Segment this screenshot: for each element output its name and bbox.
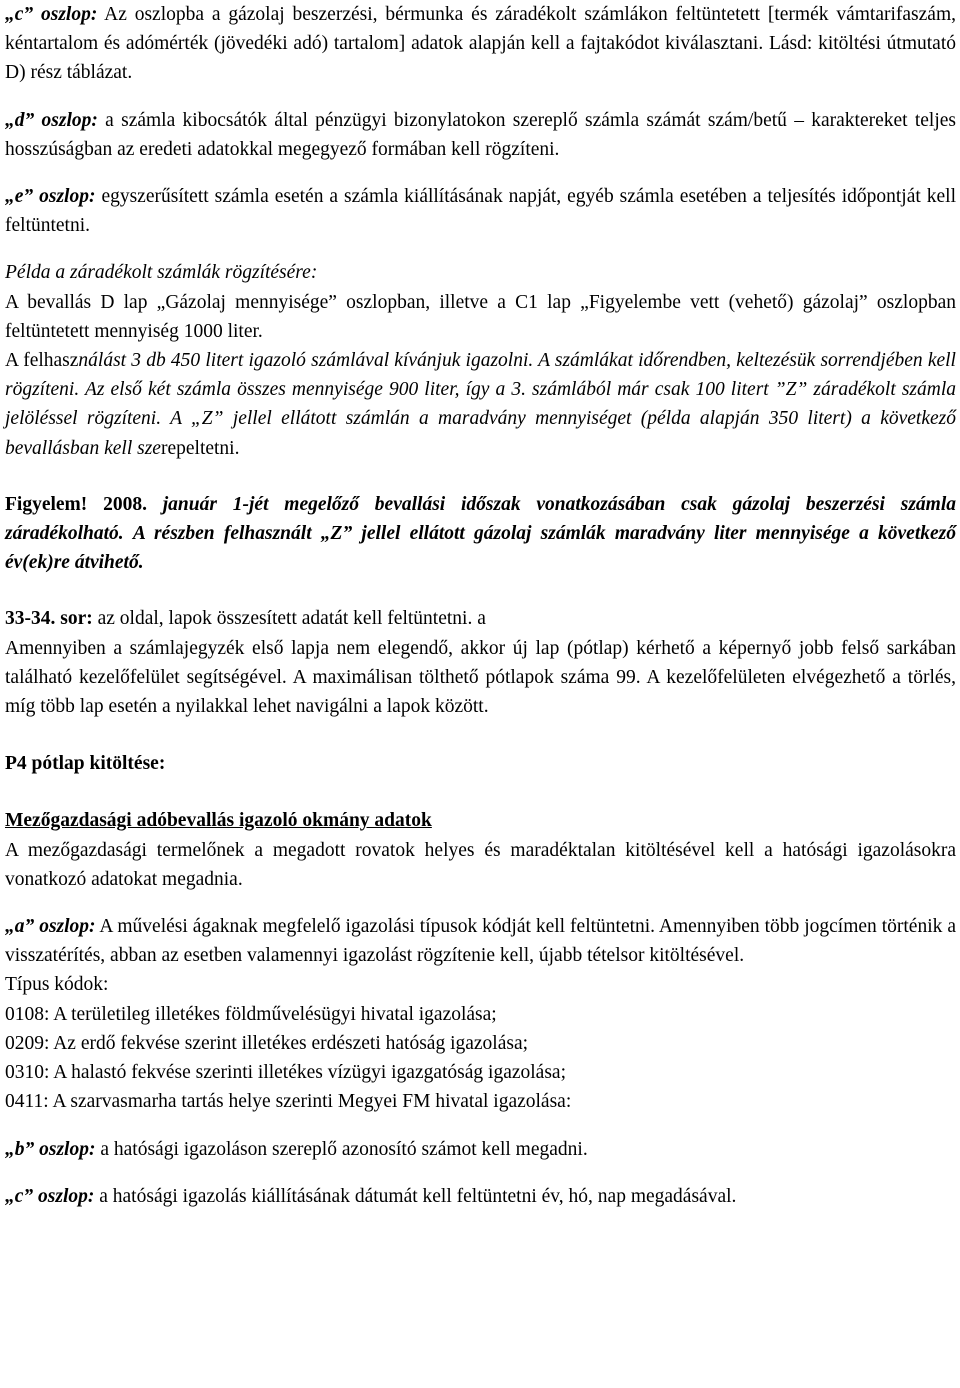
example-p2-end: repeltetni. bbox=[160, 437, 240, 459]
example-p2-italic: nálást 3 db 450 litert igazoló számlával kívánjuk igazolni. A számlákat időrendben, keltezésük sorrendjében kell rögzíteni. Az első két számla összes mennyisége 900 liter, így a 3. számlából már csak 100 litert ”Z” záradékolt számla jelöléssel rögzíteni. A „Z” jellel ellátott számlán a maradvány mennyiséget (példa alapján 350 litert) a következő bevallásban kell sze bbox=[5, 350, 956, 459]
section-c2-lead: „c” oszlop: bbox=[5, 1185, 95, 1207]
agri-heading: Mezőgazdasági adóbevallás igazoló okmány adatok bbox=[5, 810, 432, 832]
rows-33-34-paragraph-2: Amennyiben a számlajegyzék első lapja nem elegendő, akkor új lap (pótlap) kérhető a képernyő jobb felső sarkában található kezelőfelület segítségével. A maximálisan tölthető pótlapok száma 99. A kezelőfelületen elvégezhető a törlés, míg több lap esetén a nyilakkal lehet navigálni a lapok között. bbox=[5, 637, 956, 718]
example-paragraph-1: A bevallás D lap „Gázolaj mennyisége” oszlopban, illetve a C1 lap „Figyelembe vett (vehető) gázolaj” oszlopban feltüntetett mennyiség 1000 liter. bbox=[5, 291, 956, 342]
warning-text-b: A részben felhasznált „Z” jellel ellátott gázolaj számlák maradvány liter mennyisége a következő év(ek)re átvihető. bbox=[5, 523, 957, 574]
section-a-column-paragraph bbox=[5, 912, 956, 970]
type-code-item: 0108: A területileg illetékes földművelésügyi hivatal igazolása; bbox=[5, 1003, 497, 1025]
type-code-item: 0411: A szarvasmarha tartás helye szerinti Megyei FM hivatal igazolása: bbox=[5, 1091, 572, 1113]
example-p2-start: A felhasz bbox=[5, 350, 79, 372]
section-b-text: a hatósági igazoláson szereplő azonosító számot kell megadni. bbox=[100, 1138, 588, 1160]
section-a-text: A művelési ágaknak megfelelő igazolási típusok kódját kell feltüntetni. Amennyiben több jogcímen történik a visszatérítés, abban az esetben valamennyi igazolást rögzítenie kell, újabb tételsor kitöltésével. bbox=[5, 916, 956, 967]
rows-33-34-lead-paragraph bbox=[5, 604, 956, 633]
section-c2-text: a hatósági igazolás kiállításának dátumát kell feltüntetni év, hó, nap megadásával. bbox=[99, 1185, 737, 1207]
warning-text-a: január 1-jét megelőző bevallási időszak vonatkozásában csak gázolaj beszerzési számla záradékolható. bbox=[5, 493, 957, 545]
warning-lead: Figyelem! 2008. bbox=[5, 493, 147, 515]
section-d-column-paragraph bbox=[5, 106, 956, 164]
section-a-lead: „a” oszlop: bbox=[5, 916, 96, 938]
section-d-lead: „d” oszlop: bbox=[5, 109, 98, 131]
section-c-lead: „c” oszlop: bbox=[5, 4, 98, 25]
rows-33-34-lead: 33-34. sor: bbox=[5, 608, 93, 630]
section-c-text: Az oszlopba a gázolaj beszerzési, bérmunka és záradékolt számlákon feltüntetett [termék vámtarifaszám, kéntartalom és adómérték (jövedéki adó) tartalom] adatok alapján kell a fajtakódot kiválasztani. Lásd: kitöltési útmutató D) rész táblázat. bbox=[5, 4, 956, 84]
p4-heading: P4 pótlap kitöltése: bbox=[5, 753, 166, 775]
section-d-text: a számla kibocsátók által pénzügyi bizonylatokon szereplő számla számát szám/betű – karaktereket teljes hosszúságban az eredeti adatokkal megegyező formában kell rögzíteni. bbox=[5, 109, 957, 160]
section-e-lead: „e” oszlop: bbox=[5, 186, 96, 208]
type-codes-label: Típus kódok: bbox=[5, 974, 109, 996]
section-e-text: egyszerűsített számla esetén a számla kiállításának napját, egyéb számla esetében a teljesítés időpontját kell feltüntetni. bbox=[5, 186, 956, 237]
example-heading: Példa a záradékolt számlák rögzítésére: bbox=[5, 262, 318, 284]
agri-text: A mezőgazdasági termelőnek a megadott rovatok helyes és maradéktalan kitöltésével kell a hatósági igazolásokra vonatkozó adatokat megadnia. bbox=[5, 839, 956, 890]
section-c-column-paragraph bbox=[5, 0, 956, 88]
type-code-item: 0310: A halastó fekvése szerinti illetékes vízügyi igazgatóság igazolása; bbox=[5, 1062, 566, 1084]
section-b-column-paragraph bbox=[5, 1135, 956, 1164]
section-c2-column-paragraph bbox=[5, 1182, 956, 1211]
section-e-column-paragraph bbox=[5, 182, 956, 240]
type-code-item: 0209: Az erdő fekvése szerint illetékes erdészeti hatóság igazolása; bbox=[5, 1032, 529, 1054]
warning-paragraph bbox=[5, 490, 956, 578]
section-b-lead: „b” oszlop: bbox=[5, 1138, 96, 1160]
example-paragraph-2 bbox=[5, 346, 956, 463]
rows-33-34-text: az oldal, lapok összesített adatát kell feltüntetni. a bbox=[97, 608, 486, 630]
